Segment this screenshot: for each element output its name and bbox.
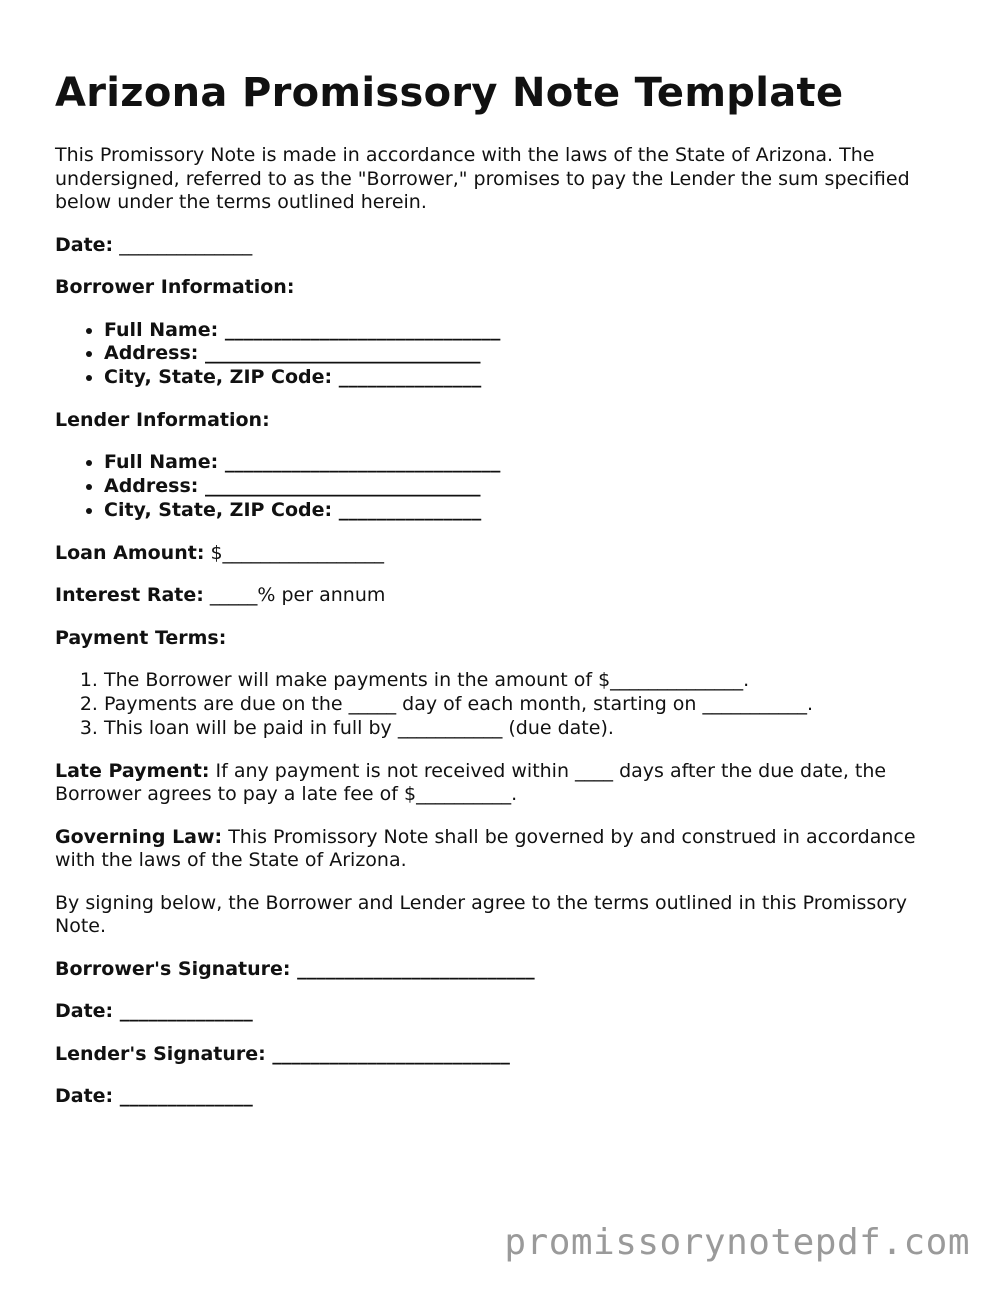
field-blank: _____________________________ <box>198 342 481 365</box>
lender-address-item <box>104 475 955 499</box>
page-title: Arizona Promissory Note Template <box>55 70 844 116</box>
borrower-signature-label: Borrower's Signature: <box>55 957 291 980</box>
borrower-date-blank: ______________ <box>113 1000 253 1023</box>
governing-law-text: This Promissory Note shall be governed by and construed in accordance with the laws of the State of Arizona. <box>55 825 916 872</box>
loan-amount-blank: $_________________ <box>204 541 385 564</box>
borrower-section-heading: Borrower Information: <box>55 276 295 298</box>
interest-rate-field <box>55 584 955 608</box>
borrower-address-item <box>104 342 955 366</box>
borrower-date-label: Date: <box>55 1000 114 1023</box>
lender-full-name-item <box>104 451 955 475</box>
date-field <box>55 234 955 258</box>
payment-term-item: 3. This loan will be paid in full by ___________ (due date). <box>104 717 955 741</box>
interest-rate-blank: _____% per annum <box>203 584 386 607</box>
watermark-text: promissorynotepdf.com <box>504 1222 970 1263</box>
governing-law-label: Governing Law: <box>55 825 223 848</box>
field-blank: _______________ <box>332 366 482 389</box>
lender-date-field <box>55 1085 955 1109</box>
borrower-signature-field <box>55 958 955 982</box>
field-label: Address: <box>104 342 199 365</box>
payment-term-item: 1. The Borrower will make payments in the amount of $______________. <box>104 669 955 693</box>
date-label: Date: <box>55 233 114 256</box>
borrower-date-field <box>55 1000 955 1024</box>
lender-city-state-zip-item <box>104 499 955 523</box>
late-payment-label: Late Payment: <box>55 759 210 782</box>
borrower-full-name-item <box>104 319 955 343</box>
field-label: Address: <box>104 475 199 498</box>
lender-date-label: Date: <box>55 1085 114 1108</box>
borrower-city-state-zip-item <box>104 366 955 390</box>
field-label: Full Name: <box>104 451 219 474</box>
intro-paragraph: This Promissory Note is made in accordance with the laws of the State of Arizona. The undersigned, referred to as the "Borrower," promises to pay the Lender the sum specified below under the terms outlined herein. <box>55 144 910 213</box>
borrower-info-list <box>55 319 955 390</box>
lender-section-heading: Lender Information: <box>55 408 270 431</box>
agreement-paragraph: By signing below, the Borrower and Lender agree to the terms outlined in this Promissory Note. <box>55 891 908 938</box>
lender-signature-blank: _________________________ <box>265 1042 510 1065</box>
payment-terms-list <box>55 669 955 740</box>
lender-signature-label: Lender's Signature: <box>55 1042 266 1065</box>
late-payment-text: If any payment is not received within ____ days after the due date, the Borrower agrees to pay a late fee of $__________. <box>55 759 887 806</box>
field-blank: _____________________________ <box>218 451 501 474</box>
field-blank: _____________________________ <box>218 318 501 341</box>
field-blank: _____________________________ <box>198 475 481 498</box>
borrower-signature-blank: _________________________ <box>290 957 535 980</box>
field-label: City, State, ZIP Code: <box>104 366 333 389</box>
loan-amount-field <box>55 542 955 566</box>
loan-amount-label: Loan Amount: <box>55 541 205 564</box>
payment-terms-heading: Payment Terms: <box>55 626 227 649</box>
governing-law-paragraph <box>55 826 955 873</box>
late-payment-paragraph <box>55 760 955 807</box>
lender-signature-field <box>55 1043 955 1067</box>
payment-term-item: 2. Payments are due on the _____ day of each month, starting on ___________. <box>104 693 955 717</box>
lender-date-blank: ______________ <box>113 1085 253 1108</box>
field-label: City, State, ZIP Code: <box>104 498 333 521</box>
field-blank: _______________ <box>332 498 482 521</box>
field-label: Full Name: <box>104 318 219 341</box>
date-blank: ______________ <box>113 233 253 256</box>
interest-rate-label: Interest Rate: <box>55 584 204 607</box>
lender-info-list <box>55 451 955 522</box>
document-page <box>55 64 955 1109</box>
